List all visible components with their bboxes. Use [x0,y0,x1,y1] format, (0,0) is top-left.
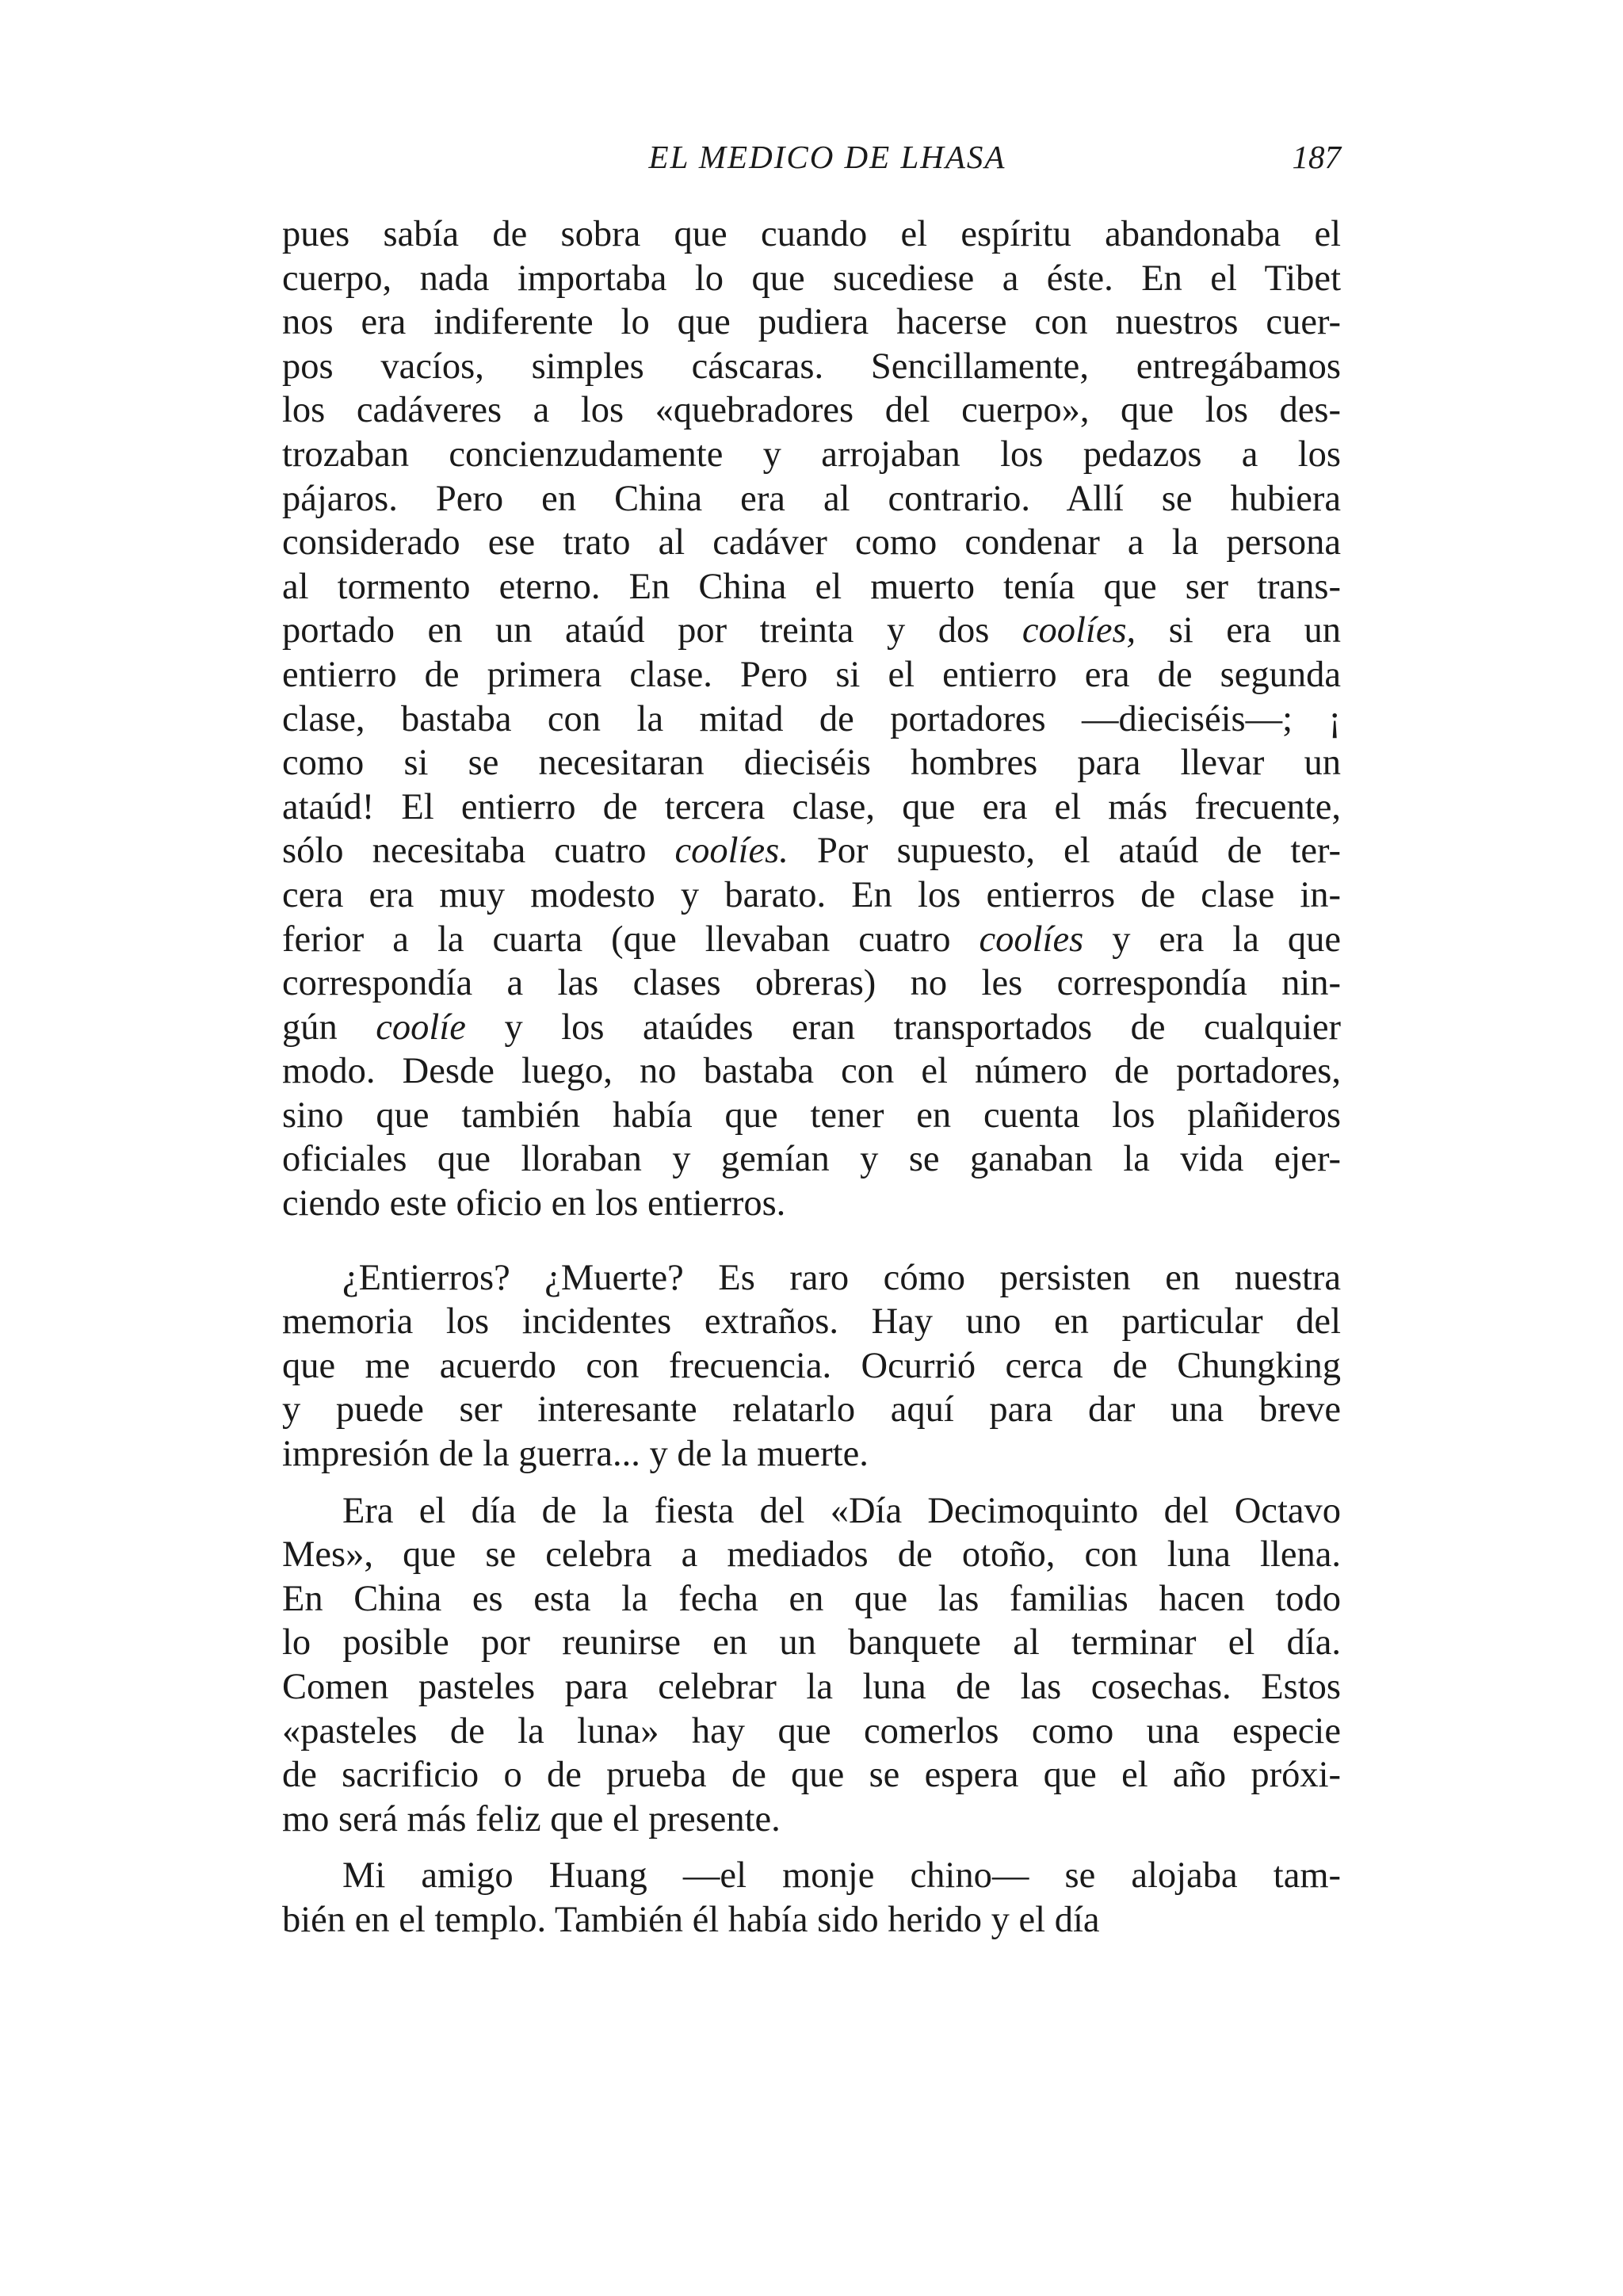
paragraph [282,1489,1341,1842]
text-run: Comen pasteles para celebrar la luna de las cosechas. Estos [282,1667,1341,1707]
text-line [282,653,1341,697]
text-line [282,1388,1341,1432]
text-line [282,918,1341,962]
text-run: nos era indiferente lo que pudiera hacerse con nuestros cuer- [282,302,1341,343]
text-line [282,1621,1341,1665]
text-line [282,1753,1341,1797]
text-run: sino que también había que tener en cuenta los plañideros [282,1095,1341,1136]
text-run: ciendo este oficio en los entierros. [282,1183,786,1224]
text-line [282,565,1341,609]
text-run: sólo necesitaba cuatro [282,831,675,872]
text-line [282,1137,1341,1182]
text-run: Mes», que se celebra a mediados de otoño, con luna llena. [282,1534,1341,1576]
text-line [282,1898,1341,1943]
text-line [282,212,1341,257]
running-head [282,133,1341,181]
italic-word: coolíes, [1022,610,1136,651]
text-line [282,521,1341,565]
text-run: ¿Entierros? ¿Muerte? Es raro cómo persisten en nuestra [342,1257,1341,1298]
text-run: gún [282,1007,376,1048]
text-run: correspondía a las clases obreras) no les correspondía nin- [282,963,1341,1004]
text-line [282,1049,1341,1094]
italic-word: coolíes. [674,831,789,872]
text-line [282,477,1341,521]
text-run: modo. Desde luego, no bastaba con el número de portadores, [282,1051,1341,1092]
text-run: portado en un ataúd por treinta y dos [282,610,1022,651]
paragraph [282,212,1341,1226]
body-text [282,212,1341,1943]
text-run: pájaros. Pero en China era al contrario. Allí se hubiera [282,478,1341,519]
text-run: y puede ser interesante relatarlo aquí para dar una breve [282,1389,1341,1431]
page-number: 187 [1292,139,1341,175]
text-run: memoria los incidentes extraños. Hay uno en particular del [282,1301,1341,1343]
text-line [282,1256,1341,1301]
text-line [282,873,1341,918]
text-run: de sacrificio o de prueba de que se espera que el año próxi- [282,1755,1341,1796]
text-line [282,1300,1341,1344]
text-run: clase, bastaba con la mitad de portadores —dieciséis—; ¡ [282,698,1341,739]
text-run: Mi amigo Huang —el monje chino— se alojaba tam- [342,1855,1341,1897]
text-line [282,1182,1341,1226]
text-line [282,1432,1341,1477]
text-run: mo será más feliz que el presente. [282,1798,781,1839]
italic-word: coolíes [979,919,1084,960]
running-title: EL MEDICO DE LHASA [648,139,1006,175]
italic-word: coolíe [376,1007,466,1048]
text-line [282,1344,1341,1389]
text-line [282,1489,1341,1534]
text-line [282,785,1341,830]
paragraph [282,1256,1341,1477]
text-run: pos vacíos, simples cáscaras. Sencillamente, entregábamos [282,346,1341,387]
text-run: entierro de primera clase. Pero si el entierro era de segunda [282,654,1341,695]
text-line [282,1854,1341,1898]
text-line [282,345,1341,389]
text-run: «pasteles de la luna» hay que comerlos como una especie [282,1710,1341,1752]
text-run: cuerpo, nada importaba lo que sucediese a éste. En el Tibet [282,258,1341,299]
text-line [282,829,1341,873]
text-run: ataúd! El entierro de tercera clase, que era el más frecuente, [282,786,1341,827]
text-run: considerado ese trato al cadáver como condenar a la persona [282,522,1341,563]
text-run: como si se necesitaran dieciséis hombres para llevar un [282,743,1341,784]
text-run: al tormento eterno. En China el muerto tenía que ser trans- [282,566,1341,607]
text-line [282,1710,1341,1754]
text-line [282,388,1341,433]
text-run: que me acuerdo con frecuencia. Ocurrió cerca de Chungking [282,1345,1341,1386]
text-run: oficiales que lloraban y gemían y se ganaban la vida ejer- [282,1139,1341,1180]
text-run: impresión de la guerra... y de la muerte. [282,1434,869,1475]
text-run: y los ataúdes eran transportados de cualquier [465,1007,1341,1048]
text-line [282,741,1341,785]
text-run: trozaban concienzudamente y arrojaban los pedazos a los [282,434,1341,475]
paragraph [282,1854,1341,1942]
text-line [282,1094,1341,1138]
text-run: lo posible por reunirse en un banquete al terminar el día. [282,1622,1341,1664]
text-line [282,1577,1341,1622]
text-line [282,1665,1341,1710]
text-run: cera era muy modesto y barato. En los entierros de clase in- [282,874,1341,915]
text-line [282,1533,1341,1577]
text-line [282,1797,1341,1842]
text-line [282,433,1341,477]
text-line [282,961,1341,1006]
text-line [282,1006,1341,1050]
text-line [282,300,1341,345]
text-run: Era el día de la fiesta del «Día Decimoquinto del Octavo [342,1490,1341,1531]
text-run: los cadáveres a los «quebradores del cuerpo», que los des- [282,390,1341,431]
text-line [282,697,1341,742]
text-run: ferior a la cuarta (que llevaban cuatro [282,919,980,960]
text-run: si era un [1136,610,1342,651]
text-run: bién en el templo. También él había sido herido y el día [282,1899,1100,1940]
text-line [282,609,1341,653]
text-run: En China es esta la fecha en que las familias hacen todo [282,1578,1341,1619]
text-run: y era la que [1083,919,1341,960]
text-run: pues sabía de sobra que cuando el espíritu abandonaba el [282,214,1341,254]
text-run: Por supuesto, el ataúd de ter- [788,831,1341,872]
text-line [282,257,1341,301]
